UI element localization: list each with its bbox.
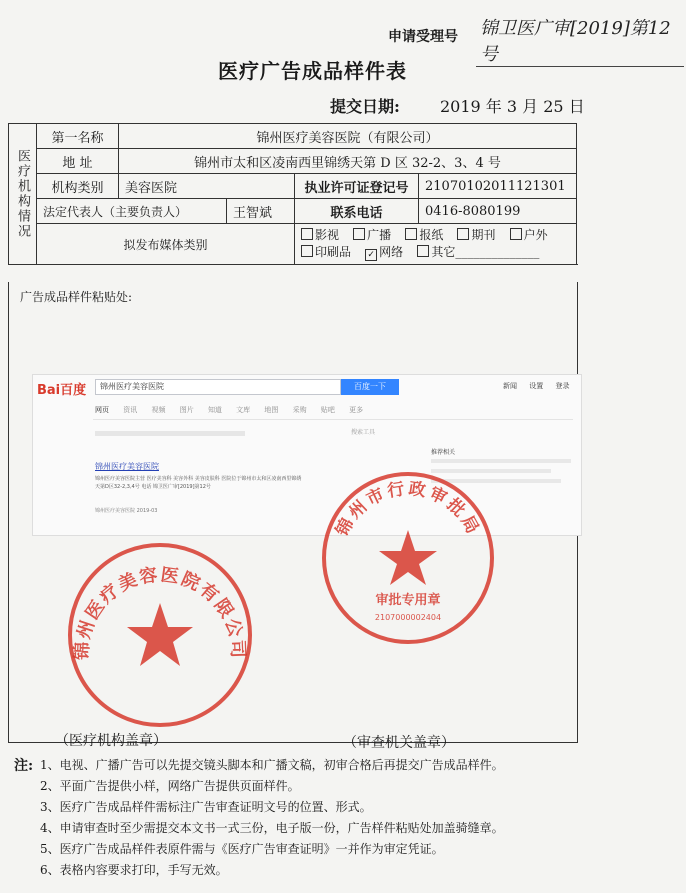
media-option-print[interactable]: 印刷品 [301,244,351,261]
media-option-outdoor[interactable]: 户外 [510,227,548,244]
submit-date-value: 2019 年 3 月 25 日 [440,97,585,116]
nav-settings[interactable]: 设置 [529,382,544,390]
address-value: 锦州市太和区凌南西里锦绣天第 D 区 32-2、3、4 号 [119,149,577,174]
hospital-seal-text: 锦州医疗美容医院有限公司 [71,564,249,661]
checkbox-periodical[interactable] [457,228,469,240]
checkbox-other[interactable] [417,245,429,257]
pasted-search-screenshot [32,374,582,536]
result-url[interactable]: 锦州医疗美容医院 2019-03 [95,508,158,514]
review-stamp-label: （审查机关盖章） [343,735,455,751]
address-label: 地 址 [37,149,119,174]
page-title: 医疗广告成品样件表 [218,59,407,83]
baidu-logo: Bai百度 [37,383,87,398]
section-label: 医疗机构情况 [9,124,37,265]
checkbox-newspaper[interactable] [405,228,417,240]
license-label: 执业许可证登记号 [295,174,419,199]
category-value: 美容医院 [119,174,295,199]
hospital-stamp-label: （医疗机构盖章） [55,733,167,749]
note-item-5: 5、医疗广告成品样件表原件需与《医疗广告审查证明》一并作为审定凭证。 [40,842,444,856]
tab-map[interactable]: 地图 [264,406,279,414]
search-button[interactable]: 百度一下 [341,379,399,395]
result-snippet: 锦州医疗美容医院主营 医疗美容科 美容外科 美容皮肤科 医院位于锦州市太和区凌南西里锦绣 天第D区32-2,3,4号 电话 锦卫医广审[2019]第12号 [95,476,302,490]
review-authority-seal [318,468,498,648]
tab-web[interactable]: 网页 [95,406,109,414]
result-title-link[interactable]: 锦州医疗美容医院 [95,462,159,471]
result-placeholder-line [95,431,245,436]
hospital-seal [60,535,260,735]
search-input[interactable]: 锦州医疗美容医院 [95,379,341,395]
note-item-1: 1、电视、广播广告可以先提交镜头脚本和广播文稿，初审合格后再提交广告成品样件。 [40,758,504,772]
tab-wenku[interactable]: 文库 [236,406,251,414]
media-option-newspaper[interactable]: 报纸 [405,227,443,244]
first-name-value: 锦州医疗美容医院（有限公司） [119,124,577,149]
application-no-label: 申请受理号 [388,29,458,45]
checkbox-broadcast[interactable] [353,228,365,240]
legal-rep-value: 王智斌 [227,199,295,224]
media-option-other[interactable]: 其它______________ [417,244,539,261]
tab-tieba[interactable]: 贴吧 [320,406,335,414]
note-item-4: 4、申请审查时至少需提交本文书一式三份，电子版一份，广告样件粘贴处加盖骑缝章。 [40,821,504,835]
note-item-2: 2、平面广告提供小样，网络广告提供页面样件。 [40,779,300,793]
search-tools[interactable]: 搜索工具 [351,429,376,436]
side-line-1 [431,459,571,463]
search-tabs [95,405,363,415]
first-name-label: 第一名称 [37,124,119,149]
tabs-divider [93,419,573,420]
tab-video[interactable]: 视频 [151,406,166,414]
category-label: 机构类别 [37,174,119,199]
checkbox-tv[interactable] [301,228,313,240]
top-nav [503,381,569,391]
media-label: 拟发布媒体类别 [37,224,295,265]
note-item-3: 3、医疗广告成品样件需标注广告审查证明文号的位置、形式。 [40,800,372,814]
tab-purchase[interactable]: 采购 [292,406,307,414]
seal-star-icon [127,603,193,666]
nav-news[interactable]: 新闻 [503,382,517,390]
tab-news[interactable]: 资讯 [123,406,138,414]
review-seal-text: 锦州市行政审批局 [332,478,484,540]
review-seal-number: 2107000002404 [374,613,442,622]
tab-zhidao[interactable]: 知道 [207,406,222,414]
seal-star-icon-2 [379,530,437,585]
legal-rep-label: 法定代表人（主要负责人） [37,199,227,224]
media-options [295,224,577,265]
media-option-periodical[interactable]: 期刊 [457,227,495,244]
phone-value: 0416-8080199 [419,199,577,224]
notes-section [14,755,674,881]
media-option-broadcast[interactable]: 广播 [353,227,391,244]
institution-info-table [8,123,577,265]
notes-label: 注: [14,758,34,774]
phone-label: 联系电话 [295,199,419,224]
checkbox-web-checked[interactable]: ✓ [365,249,377,261]
nav-login[interactable]: 登录 [555,382,570,390]
review-seal-subtitle: 审批专用章 [375,593,441,608]
paste-label: 广告成品样件粘贴处: [20,290,133,304]
note-item-6: 6、表格内容要求打印，手写无效。 [40,863,228,877]
checkbox-outdoor[interactable] [510,228,522,240]
application-no-value: 锦卫医广审[2019]第12号 [476,14,684,67]
tab-more[interactable]: 更多 [349,406,364,414]
media-option-web[interactable]: ✓ 网络 [365,244,403,261]
media-option-tv[interactable]: 影视 [301,227,339,244]
tab-images[interactable]: 图片 [179,406,194,414]
side-panel-title: 推荐相关 [431,449,456,456]
submit-date-label: 提交日期: [330,97,400,116]
license-value: 21070102011121301 [419,174,577,199]
checkbox-print[interactable] [301,245,313,257]
svg-text:锦州市行政审批局 [331,478,484,541]
